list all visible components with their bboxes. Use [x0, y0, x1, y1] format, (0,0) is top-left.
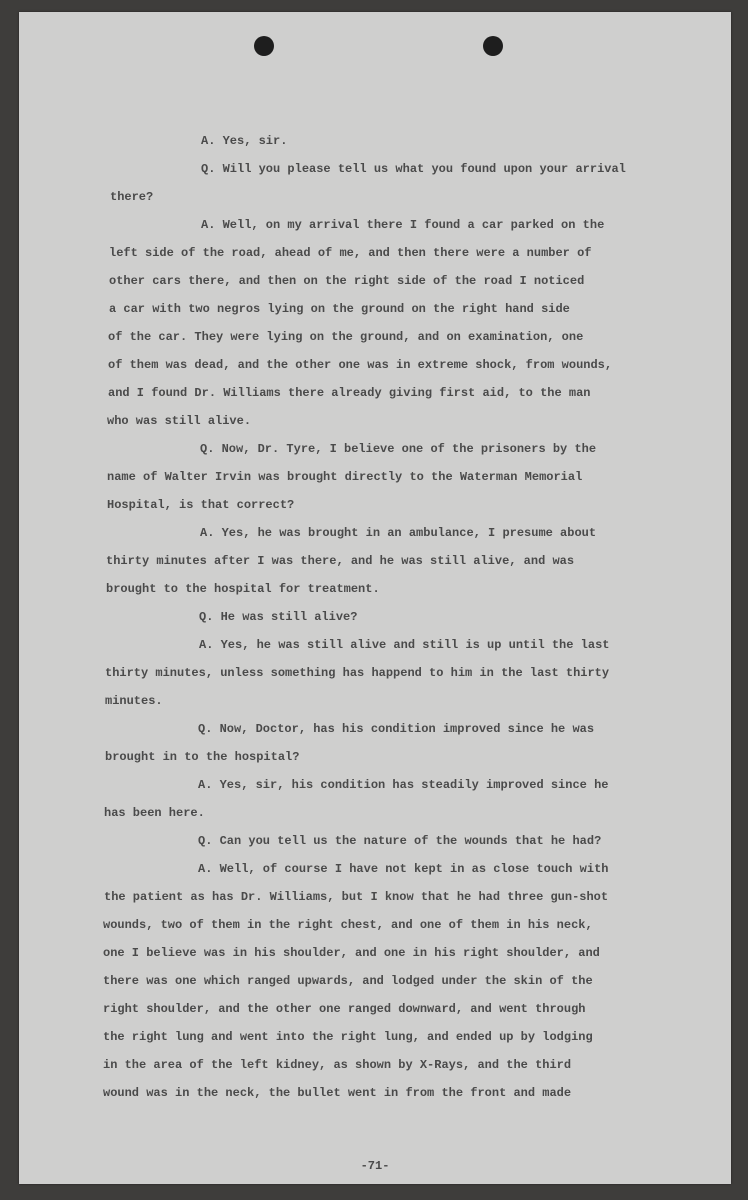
- text-line: a car with two negros lying on the ground on the right hand side: [109, 302, 570, 316]
- text-line: A. Well, on my arrival there I found a car parked on the: [201, 218, 605, 232]
- text-line: A. Well, of course I have not kept in as close touch with: [198, 862, 609, 876]
- text-line: brought in to the hospital?: [105, 750, 300, 764]
- text-line: of them was dead, and the other one was in extreme shock, from wounds,: [108, 358, 613, 372]
- text-line: of the car. They were lying on the ground, and on examination, one: [108, 330, 584, 344]
- text-line: brought to the hospital for treatment.: [106, 582, 380, 596]
- text-line: right shoulder, and the other one ranged downward, and went through: [103, 1002, 586, 1016]
- text-line: the right lung and went into the right lung, and ended up by lodging: [103, 1030, 593, 1044]
- text-line: there was one which ranged upwards, and lodged under the skin of the: [103, 974, 593, 988]
- text-line: minutes.: [105, 694, 163, 708]
- text-line: Q. Now, Doctor, has his condition improved since he was: [198, 722, 595, 736]
- text-line: Q. Can you tell us the nature of the wounds that he had?: [198, 834, 602, 848]
- text-line: one I believe was in his shoulder, and one in his right shoulder, and: [103, 946, 600, 960]
- text-line: wounds, two of them in the right chest, and one of them in his neck,: [103, 918, 593, 932]
- text-line: who was still alive.: [107, 414, 252, 428]
- document-page: [19, 12, 731, 1184]
- text-line: wound was in the neck, the bullet went in from the front and made: [103, 1086, 572, 1100]
- text-line: A. Yes, he was still alive and still is up until the last: [199, 638, 610, 652]
- text-line: thirty minutes after I was there, and he was still alive, and was: [106, 554, 575, 568]
- transcript-text: [19, 12, 731, 1184]
- text-line: has been here.: [104, 806, 205, 820]
- text-line: Q. Will you please tell us what you found upon your arrival: [201, 162, 626, 176]
- text-line: name of Walter Irvin was brought directly to the Waterman Memorial: [107, 470, 583, 484]
- text-line: thirty minutes, unless something has happend to him in the last thirty: [105, 666, 610, 680]
- text-line: Q. He was still alive?: [199, 610, 358, 624]
- text-line: other cars there, and then on the right side of the road I noticed: [109, 274, 585, 288]
- text-line: A. Yes, he was brought in an ambulance, I presume about: [200, 526, 597, 540]
- text-line: Hospital, is that correct?: [107, 498, 295, 512]
- text-line: A. Yes, sir.: [201, 134, 288, 148]
- text-line: in the area of the left kidney, as shown by X-Rays, and the third: [103, 1058, 572, 1072]
- text-line: Q. Now, Dr. Tyre, I believe one of the prisoners by the: [200, 442, 597, 456]
- text-line: A. Yes, sir, his condition has steadily improved since he: [198, 778, 609, 792]
- text-line: there?: [110, 190, 154, 204]
- text-line: and I found Dr. Williams there already giving first aid, to the man: [108, 386, 591, 400]
- text-line: left side of the road, ahead of me, and then there were a number of: [109, 246, 592, 260]
- text-line: the patient as has Dr. Williams, but I know that he had three gun-shot: [104, 890, 609, 904]
- page-number: -71-: [360, 1159, 390, 1173]
